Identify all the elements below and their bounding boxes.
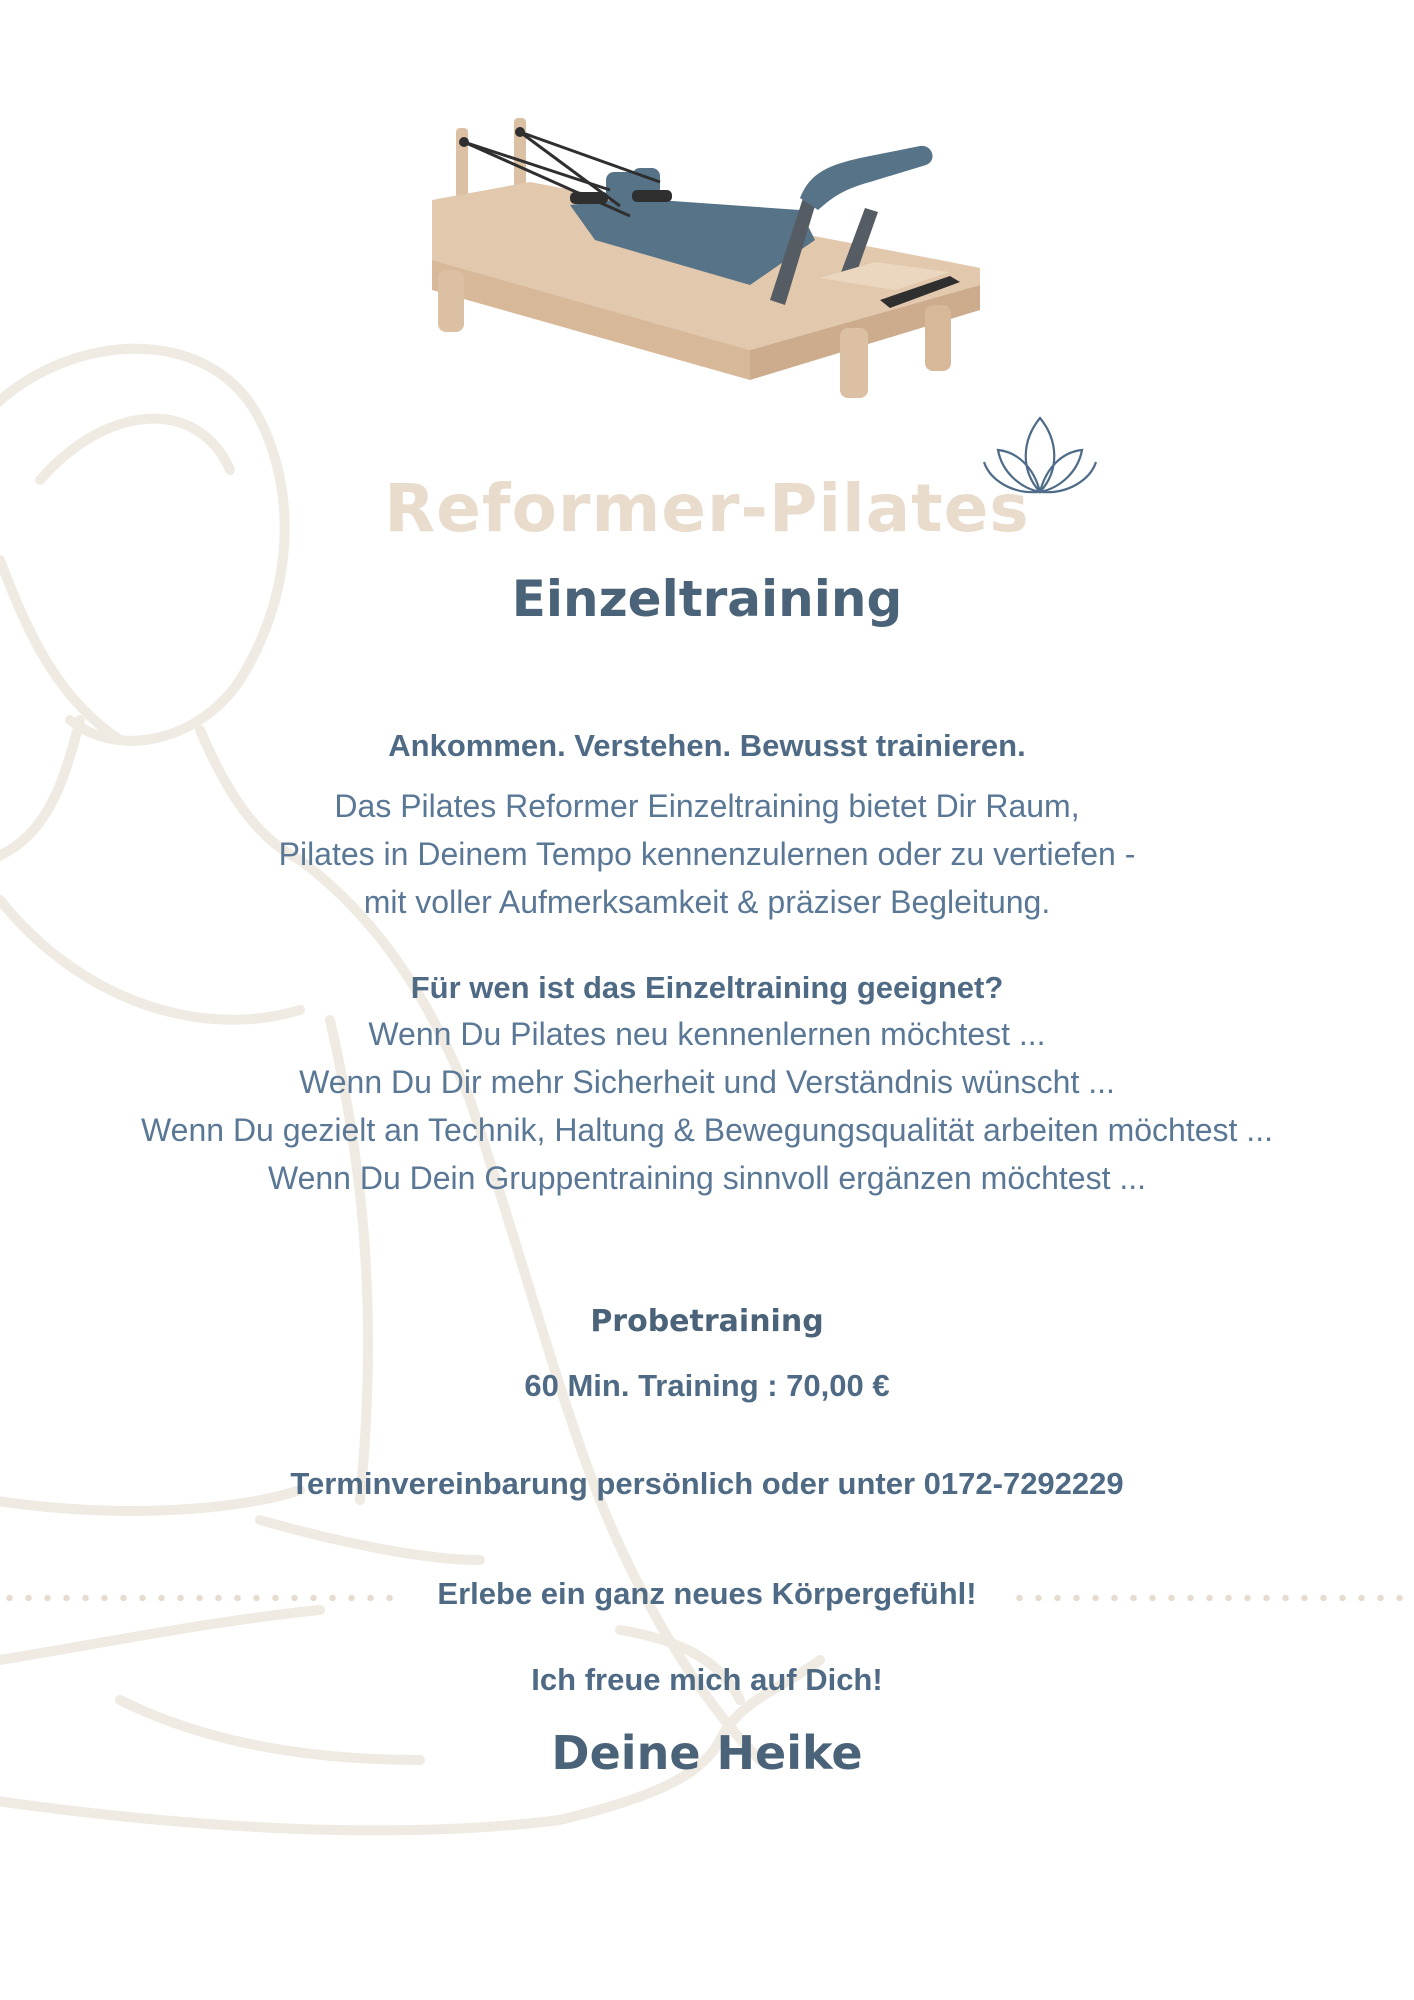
offer-heading: Probetraining — [590, 1304, 824, 1339]
audience-line: Wenn Du Pilates neu kennenlernen möchtest ... — [368, 1016, 1046, 1052]
audience-heading: Für wen ist das Einzeltraining geeignet? — [410, 970, 1004, 1005]
intro-line: Das Pilates Reformer Einzeltraining bietet Dir Raum, — [334, 788, 1080, 824]
reformer-machine-illustration — [420, 110, 1000, 400]
signature: Deine Heike — [551, 1726, 863, 1780]
closing-tagline: Erlebe ein ganz neues Körpergefühl! — [437, 1576, 977, 1611]
intro-line: mit voller Aufmerksamkeit & präziser Begleitung. — [363, 884, 1051, 920]
offer-price: 60 Min. Training : 70,00 € — [524, 1368, 890, 1403]
audience-line: Wenn Du Dir mehr Sicherheit und Verständnis wünscht ... — [299, 1064, 1115, 1100]
intro-line: Pilates in Deinem Tempo kennenzulernen oder zu vertiefen - — [278, 836, 1136, 872]
closing-greeting: Ich freue mich auf Dich! — [531, 1662, 883, 1697]
page-title: Reformer-Pilates — [384, 470, 1030, 547]
intro-text — [0, 782, 1414, 926]
audience-line: Wenn Du Dein Gruppentraining sinnvoll ergänzen möchtest ... — [267, 1160, 1147, 1196]
audience-list — [0, 1010, 1414, 1202]
page-subtitle: Einzeltraining — [511, 570, 903, 628]
contact-line: Terminvereinbarung persönlich oder unter 0172-7292229 — [290, 1466, 1124, 1501]
intro-heading: Ankommen. Verstehen. Bewusst trainieren. — [388, 728, 1026, 763]
audience-line: Wenn Du gezielt an Technik, Haltung & Bewegungsqualität arbeiten möchtest ... — [141, 1112, 1273, 1148]
